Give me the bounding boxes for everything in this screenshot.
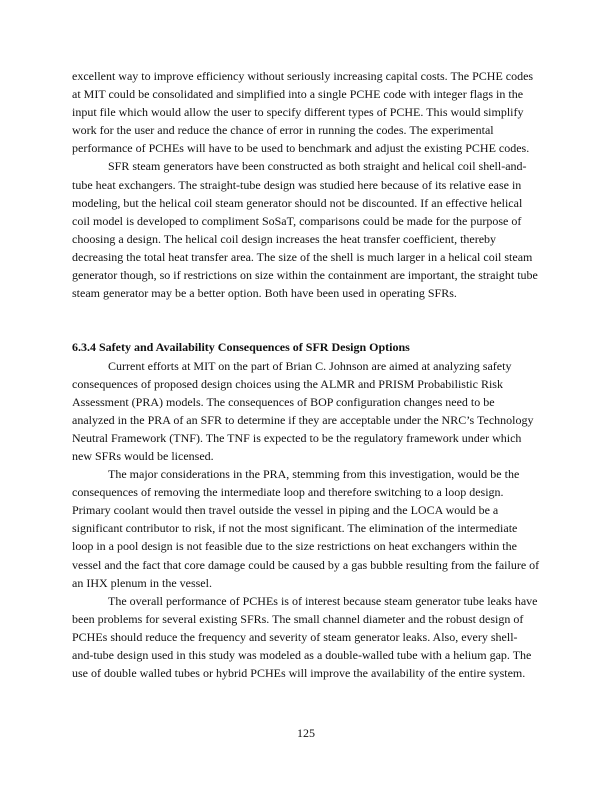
text-line: vessel and the fact that core damage could be caused by a gas bubble resulting from the failure of <box>72 557 540 572</box>
text-line: coil model is developed to compliment SoSaT, comparisons could be made for the purpose of <box>72 213 522 228</box>
text-line: PCHEs should reduce the frequency and severity of steam generator leaks. Also, every shell- <box>72 629 518 644</box>
text-line: SFR steam generators have been constructed as both straight and helical coil shell-and- <box>108 159 527 174</box>
text-line: decreasing the total heat transfer area. The size of the shell is much larger in a helical coil steam <box>72 249 533 264</box>
text-line: Primary coolant would then travel outside the vessel in piping and the LOCA would be a <box>72 503 499 518</box>
page-number: 125 <box>297 726 315 740</box>
text-line: consequences of proposed design choices using the ALMR and PRISM Probabilistic Risk <box>72 376 503 391</box>
text-line: use of double walled tubes or hybrid PCHEs will improve the availability of the entire system. <box>72 666 526 681</box>
text-line: performance of PCHEs will have to be used to benchmark and adjust the existing PCHE codes. <box>72 141 530 156</box>
paragraph <box>72 157 542 302</box>
paragraph <box>72 67 542 157</box>
paragraph <box>72 592 542 682</box>
paragraph <box>72 357 542 466</box>
body-text-before-heading <box>72 67 542 302</box>
text-line: generator though, so if restrictions on size within the containment are important, the straight tube <box>72 268 538 283</box>
text-line: choosing a design. The helical coil design increases the heat transfer coefficient, thereby <box>72 231 497 246</box>
text-line: The major considerations in the PRA, stemming from this investigation, would be the <box>108 467 520 482</box>
text-line: Neutral Framework (TNF). The TNF is expected to be the regulatory framework under which <box>72 430 522 445</box>
body-text-after-heading <box>72 357 542 683</box>
text-line: Current efforts at MIT on the part of Brian C. Johnson are aimed at analyzing safety <box>108 358 512 373</box>
text-line: excellent way to improve efficiency without seriously increasing capital costs. The PCHE codes <box>72 69 534 83</box>
text-line: input file which would allow the user to specify different types of PCHE. This would simplify <box>72 105 524 120</box>
page-body <box>72 67 542 682</box>
text-line: been problems for several existing SFRs. The small channel diameter and the robust design of <box>72 611 524 626</box>
text-line: significant contributor to risk, if not the most significant. The elimination of the intermediate <box>72 521 518 536</box>
text-line: new SFRs would be licensed. <box>72 448 214 463</box>
paragraph <box>72 465 542 592</box>
text-line: analyzed in the PRA of an SFR to determine if they are acceptable under the NRC’s Technology <box>72 412 534 427</box>
text-line: and-tube design used in this study was modeled as a double-walled tube with a helium gap. The <box>72 648 532 662</box>
text-line: The overall performance of PCHEs is of interest because steam generator tube leaks have <box>108 593 538 608</box>
text-line: modeling, but the helical coil steam generator should not be discounted. If an effective helical <box>72 195 523 210</box>
text-line: tube heat exchangers. The straight-tube design was studied here because of its relative ease in <box>72 177 522 192</box>
text-line: Assessment (PRA) models. The consequences of BOP configuration changes need to be <box>72 394 495 409</box>
text-line: an IHX plenum in the vessel. <box>72 575 212 590</box>
text-line: steam generator may be a better option. Both have been used in operating SFRs. <box>72 286 457 301</box>
section-heading: 6.3.4 Safety and Availability Consequences of SFR Design Options <box>72 340 410 355</box>
text-line: loop in a pool design is not feasible due to the size restrictions on heat exchangers within the <box>72 539 517 554</box>
text-line: at MIT could be consolidated and simplified into a single PCHE code with integer flags in the <box>72 87 524 102</box>
text-line: work for the user and reduce the chance of error in running the codes. The experimental <box>72 123 494 138</box>
section-gap <box>72 302 542 338</box>
text-line: consequences of removing the intermediate loop and therefore switching to a loop design. <box>72 485 504 500</box>
